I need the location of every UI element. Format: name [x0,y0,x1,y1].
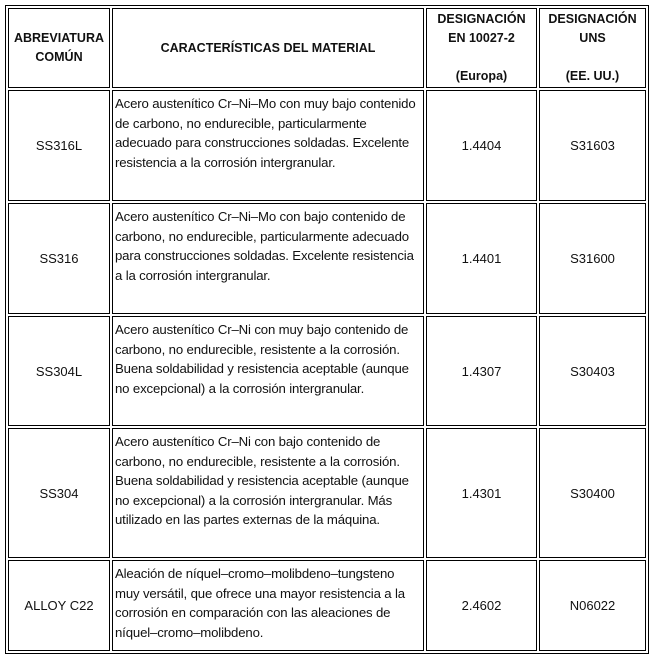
uns-value: S30400 [570,485,615,501]
abbr-value: ALLOY C22 [24,598,94,613]
cell-en-row5 [426,560,537,651]
header-en-line3: (Europa) [455,69,508,83]
description-text: Aleación de níquel–cromo–molibdeno–tungsteno muy versátil, que ofrece una mayor resistencia a la corrosión en comparación con las aleaciones de níquel–cromo–molibdeno. [115,566,405,640]
description-text: Acero austenítico Cr–Ni–Mo con muy bajo contenido de carbono, no endurecible, particularmente adecuado para construcciones soldadas. Excelente resistencia a la corrosión intergranular. [115,96,416,170]
header-uns-line2: UNS [579,31,606,45]
en-value: 1.4401 [461,251,502,266]
cell-abbr-row2 [8,203,110,314]
uns-value: S31600 [570,251,615,266]
uns-value: S31603 [570,138,615,153]
cell-uns-row2 [539,203,646,314]
cell-en-row3 [426,316,537,426]
en-value: 1.4301 [461,485,502,501]
cell-en-row2 [426,203,537,314]
header-characteristics-label: CARACTERÍSTICAS DEL MATERIAL [160,40,376,55]
header-en-line2: EN 10027-2 [448,31,515,45]
header-uns-line3: (EE. UU.) [565,69,620,83]
cell-description-row1 [112,90,424,201]
header-en-line1: DESIGNACIÓN [437,12,526,26]
en-value: 1.4404 [461,138,502,153]
header-uns-designation [539,8,646,88]
description-text: Acero austenítico Cr–Ni–Mo con bajo contenido de carbono, no endurecible, particularmente adecuado para construcciones soldadas. Excelente resistencia a la corrosión intergranular. [115,209,414,283]
cell-abbr-row4 [8,428,110,558]
header-en-designation [426,8,537,88]
cell-description-row2 [112,203,424,314]
cell-en-row1 [426,90,537,201]
en-value: 2.4602 [461,598,502,613]
description-text: Acero austenítico Cr–Ni con muy bajo contenido de carbono, no endurecible, resistente a la corrosión. Buena soldabilidad y resistencia aceptable (aunque no excepcional) a la corrosión intergranular. [115,322,409,396]
abbr-value: SS304L [35,363,83,379]
header-abbreviation [8,8,110,88]
header-characteristics [112,8,424,88]
en-value: 1.4307 [461,363,502,379]
cell-abbr-row5 [8,560,110,651]
abbr-value: SS304 [39,485,79,501]
abbr-value: SS316 [39,251,79,266]
abbr-value: SS316L [35,138,83,153]
header-abbreviation-line1: ABREVIATURA [13,31,105,45]
cell-uns-row5 [539,560,646,651]
cell-description-row4 [112,428,424,558]
cell-uns-row1 [539,90,646,201]
header-uns-line1: DESIGNACIÓN [548,12,637,26]
cell-description-row3 [112,316,424,426]
cell-description-row5 [112,560,424,651]
cell-abbr-row3 [8,316,110,426]
description-text: Acero austenítico Cr–Ni con bajo contenido de carbono, no endurecible, resistente a la corrosión. Buena soldabilidad y resistencia aceptable (aunque no excepcional) a la corrosión intergranular. Más utilizado en las partes externas de la máquina. [115,434,409,527]
cell-uns-row3 [539,316,646,426]
header-abbreviation-line2: COMÚN [35,50,83,64]
cell-uns-row4 [539,428,646,558]
materials-table [5,5,649,654]
uns-value: S30403 [570,363,615,379]
cell-abbr-row1 [8,90,110,201]
cell-en-row4 [426,428,537,558]
uns-value: N06022 [569,598,616,613]
